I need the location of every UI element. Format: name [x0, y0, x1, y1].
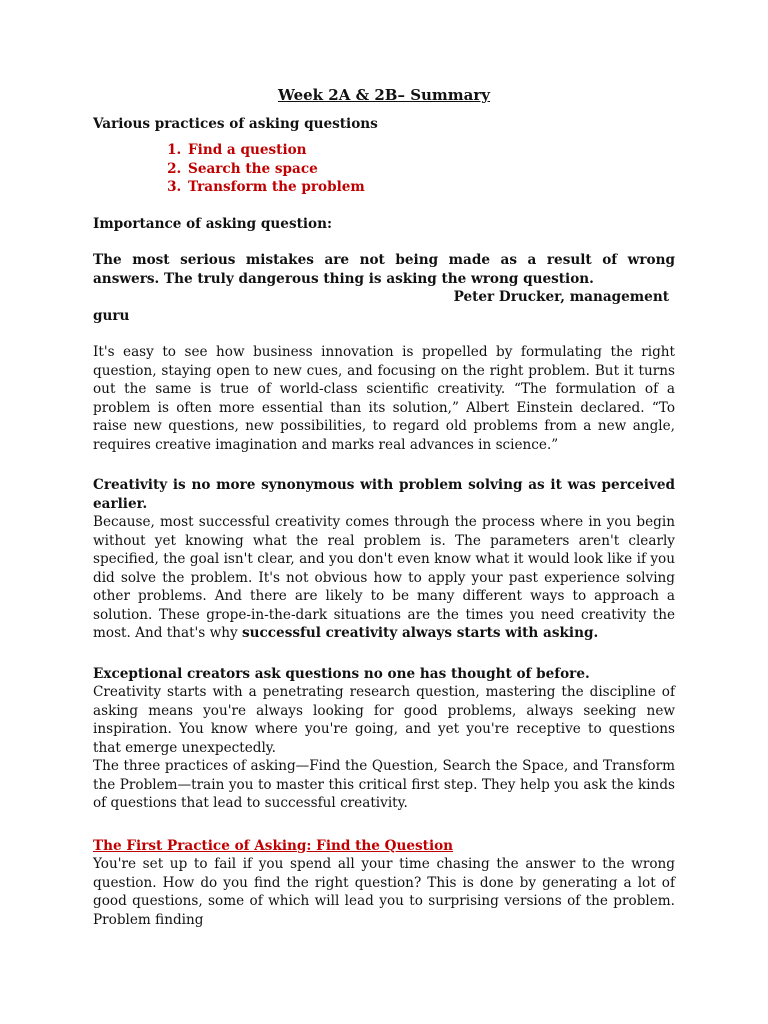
drucker-quote: The most serious mistakes are not being made as a result of wrong answers. The truly dangerous thing is asking the wrong question.	[93, 252, 675, 287]
document-body	[93, 86, 675, 929]
paragraph-research-question: Creativity starts with a penetrating research question, mastering the discipline of asking means you're always looking for good problems, always seeking new inspiration. You know where you're going, and yet you're receptive to questions that emerge unexpectedly.	[93, 684, 675, 756]
quote-attribution-cont: guru	[93, 307, 130, 324]
practices-heading: Various practices of asking questions	[93, 115, 378, 132]
paragraph-innovation: It's easy to see how business innovation is propelled by formulating the right question, staying open to new cues, and focusing on the right problem. But it turns out the same is true of world-class scientific creativity. “The formulation of a problem is often more essential than its solution,” Albert Einstein declared. “To raise new questions, new possibilities, to regard old problems from a new angle, requires creative imagination and marks real advances in science.”	[93, 344, 675, 453]
importance-heading: Importance of asking question:	[93, 215, 333, 232]
practices-list	[93, 141, 675, 197]
first-practice-heading: The First Practice of Asking: Find the Question	[93, 837, 454, 854]
quote-attribution: Peter Drucker, management	[453, 289, 669, 305]
paragraph-creativity-emphasis: successful creativity always starts with asking.	[241, 625, 599, 641]
paragraph-three-practices: The three practices of asking—Find the Question, Search the Space, and Transform the Problem—train you to master this critical first step. They help you ask the kinds of questions that lead to successful creativity.	[93, 758, 675, 811]
paragraph-creativity	[93, 513, 675, 643]
paragraph-creativity-text: Because, most successful creativity comes through the process where in you begin without yet knowing what the real problem is. The parameters aren't clearly specified, the goal isn't clear, and you don't even know what it would look like if you did solve the problem. It's not obvious how to apply your past experience solving other problems. And there are likely to be many different ways to approach a solution. These grope-in-the-dark situations are the times you need creativity the most. And that's why	[93, 514, 675, 641]
practice-item: 1. Find a question	[186, 141, 675, 160]
practice-item: 2. Search the space	[186, 160, 675, 179]
practice-item: 3. Transform the problem	[186, 178, 675, 197]
creativity-heading: Creativity is no more synonymous with problem solving as it was perceived earlier.	[93, 477, 675, 512]
page-title: Week 2A & 2B– Summary	[277, 86, 491, 104]
exceptional-heading: Exceptional creators ask questions no one has thought of before.	[93, 665, 590, 682]
paragraph-first-practice: You're set up to fail if you spend all your time chasing the answer to the wrong question. How do you find the right question? This is done by generating a lot of good questions, some of which will lead you to surprising versions of the problem. Problem finding	[93, 856, 675, 928]
